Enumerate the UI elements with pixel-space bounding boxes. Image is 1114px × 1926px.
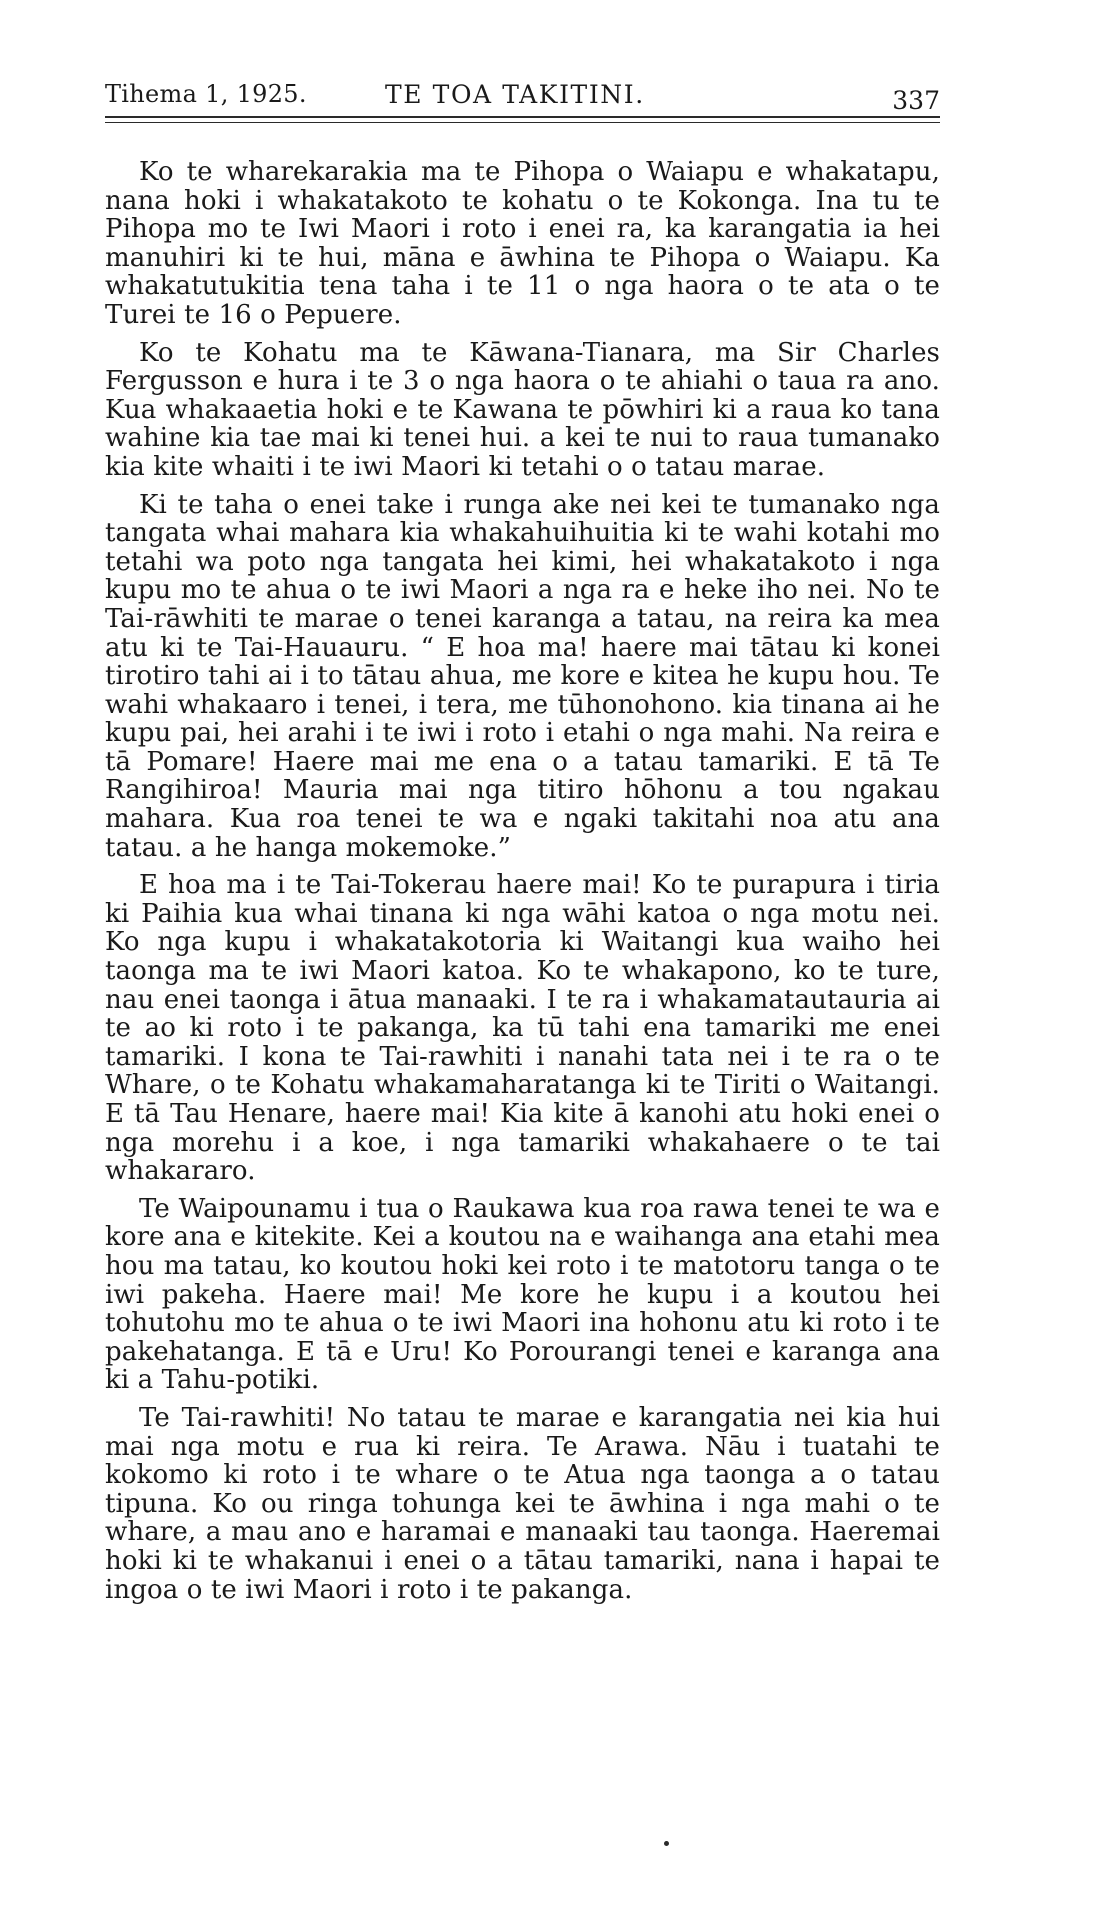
- issue-date: Tihema 1, 1925.: [105, 80, 307, 108]
- paragraph: Ko te wharekarakia ma te Pihopa o Waiapu e whakatapu, nana hoki i whakatakoto te kohatu o te Kokonga. Ina tu te Pihopa mo te Iwi Maori i roto i enei ra, ka karangatia ia hei manuhiri ki te hui, māna e āwhina te Pihopa o Waiapu. Ka whakatutukitia tena taha i te 11 o nga haora o te ata o te Turei te 16 o Pepuere.: [105, 157, 940, 330]
- header-rule-thin: [105, 122, 940, 123]
- paragraph: Ko te Kohatu ma te Kāwana-Tianara, ma Sir Charles Fergusson e hura i te 3 o nga haora o te ahiahi o taua ra ano. Kua whakaaetia hoki e te Kawana te pōwhiri ki a raua ko tana wahine kia tae mai ki tenei hui. a kei te nui to raua tumanako kia kite whaiti i te iwi Maori ki tetahi o o tatau marae.: [105, 337, 940, 482]
- publication-title: TE TOA TAKITINI.: [385, 80, 645, 109]
- paragraph: Ki te taha o enei take i runga ake nei kei te tumanako nga tangata whai mahara kia whakahuihuitia ki te wahi kotahi mo tetahi wa poto nga tangata hei kimi, hei whakatakoto i nga kupu mo te ahua o te iwi Maori a nga ra e heke iho nei. No te Tai-rāwhiti te marae o tenei karanga a tatau, na reira ka mea atu ki te Tai-Hauauru. “ E hoa ma! haere mai tātau ki konei tirotiro tahi ai i to tātau ahua, me kore e kitea he kupu hou. Te wahi whakaaro i tenei, i tera, me tūhonohono. kia tinana ai he kupu pai, hei arahi i te iwi i roto i etahi o nga mahi. Na reira e tā Pomare! Haere mai me ena o a tatau tamariki. E tā Te Rangihiroa! Mauria mai nga titiro hōhonu a tou ngakau mahara. Kua roa tenei te wa e ngaki takitahi noa atu ana tatau. a he hanga mokemoke.”: [105, 489, 940, 863]
- page-number: 337: [892, 86, 940, 115]
- paragraph: E hoa ma i te Tai-Tokerau haere mai! Ko te purapura i tiria ki Paihia kua whai tinana ki nga wāhi katoa o nga motu nei. Ko nga kupu i whakatakotoria ki Waitangi kua waiho hei taonga ma te iwi Maori katoa. Ko te whakapono, ko te ture, nau enei taonga i ātua manaaki. I te ra i whakamatautauria ai te ao ki roto i te pakanga, ka tū tahi ena tamariki me enei tamariki. I kona te Tai-rawhiti i nanahi tata nei i te ra o te Whare, o te Kohatu whakamaharatanga ki te Tiriti o Waitangi. E tā Tau Henare, haere mai! Kia kite ā kanohi atu hoki enei o nga morehu i a koe, i nga tamariki whakahaere o te tai whakararo.: [105, 870, 940, 1187]
- running-header: [105, 70, 940, 120]
- paragraph: Te Tai-rawhiti! No tatau te marae e karangatia nei kia hui mai nga motu e rua ki reira. Te Arawa. Nāu i tuatahi te kokomo ki roto i te whare o te Atua nga taonga a o tatau tipuna. Ko ou ringa tohunga kei te āwhina i nga mahi o te whare, a mau ano e haramai e manaaki tau taonga. Haeremai hoki ki te whakanui i enei o a tātau tamariki, nana i hapai te ingoa o te iwi Maori i roto i te pakanga.: [105, 1402, 940, 1605]
- article-body: [105, 158, 940, 1613]
- paragraph: Te Waipounamu i tua o Raukawa kua roa rawa tenei te wa e kore ana e kitekite. Kei a koutou na e waihanga ana etahi mea hou ma tatau, ko koutou hoki kei roto i te matotoru tanga o te iwi pakeha. Haere mai! Me kore he kupu i a koutou hei tohutohu mo te ahua o te iwi Maori ina hohonu atu ki roto i te pakehatanga. E tā e Uru! Ko Porourangi tenei e karanga ana ki a Tahu-potiki.: [105, 1193, 940, 1396]
- print-speck: [664, 1841, 669, 1846]
- header-rule: [105, 116, 940, 118]
